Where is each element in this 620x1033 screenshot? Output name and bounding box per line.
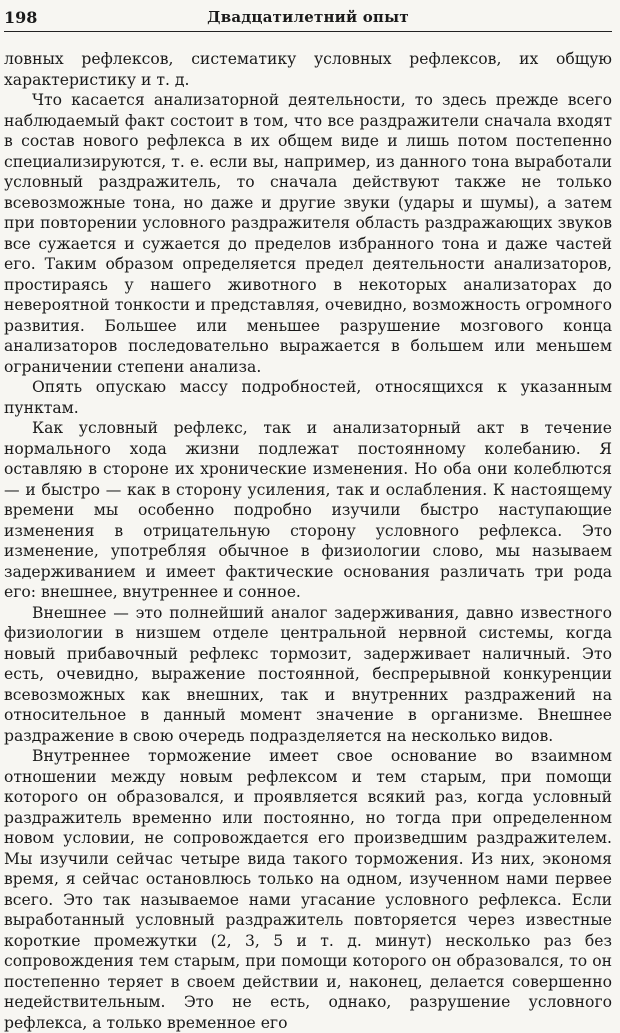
running-title: Двадцатилетний опыт — [207, 8, 409, 26]
paragraph: ловных рефлексов, систематику условных рефлексов, их общую характеристику и т. д. — [4, 50, 612, 89]
header-rule — [4, 31, 612, 32]
page-header — [4, 0, 612, 30]
body-text — [4, 49, 612, 1033]
paragraph: Что касается анализаторной деятельности, то здесь прежде всего наблюдаемый факт состоит в том, что все раздражители сначала входят в состав нового рефлекса в их общем виде и лишь потом постепенно специализируются, т. е. если вы, например, из данного тона выработали условный раздражитель, то сначала действуют также не только всевозможные тона, но даже и другие звуки (удары и шумы), а затем при повторении условного раздражителя область раздражающих звуков все сужается и сужается до пределов избранного тона и даже частей его. Таким образом определяется предел деятельности анализаторов, простираясь у нашего животного в некоторых анализаторах до невероятной тонкости и представляя, очевидно, возможность огромного развития. Большее или меньшее разрушение мозгового конца анализаторов последовательно выражается в большем или меньшем ограничении степени анализа. — [4, 91, 612, 376]
paragraph: Внутреннее торможение имеет свое основание во взаимном отношении между новым рефлексом и тем старым, при помощи которого он образовался, и проявляется всякий раз, когда условный раздражитель временно или постоянно, но тогда при определенном новом условии, не сопровождается его произведшим раздражителем. Мы изучили сейчас четыре вида такого торможения. Из них, экономя время, я сейчас остановлюсь только на одном, изученном нами первее всего. Это так называемое нами угасание условного рефлекса. Если выработанный условный раздражитель повторяется через известные короткие промежутки (2, 3, 5 и т. д. минут) несколько раз без сопровождения тем старым, при помощи которого он образовался, то он постепенно теряет в своем действии и, наконец, делается совершенно недействительным. Это не есть, однако, разрушение условного рефлекса, а только временное его — [4, 747, 612, 1032]
paragraph: Как условный рефлекс, так и анализаторный акт в течение нормального хода жизни подлежат постоянному колебанию. Я оставляю в стороне их хронические изменения. Но оба они колеблются — и быстро — как в сторону усиления, так и ослабления. К настоящему времени мы особенно подробно изучили быстро наступающие изменения в отрицательную сторону условного рефлекса. Это изменение, употребляя обычное в физиологии слово, мы называем задерживанием и имеет фактические основания различать три рода его: внешнее, внутреннее и сонное. — [4, 419, 612, 601]
paragraph: Внешнее — это полнейший аналог задерживания, давно известного физиологии в низшем отделе центральной нервной системы, когда новый прибавочный рефлекс тормозит, задерживает наличный. Это есть, очевидно, выражение постоянной, беспрерывной конкуренции всевозможных как внешних, так и внутренних раздражений на относительное в данный момент значение в организме. Внешнее раздражение в свою очередь подразделяется на несколько видов. — [4, 603, 612, 745]
page-number: 198 — [4, 8, 38, 27]
paragraph: Опять опускаю массу подробностей, относящихся к указанным пунктам. — [4, 378, 612, 417]
